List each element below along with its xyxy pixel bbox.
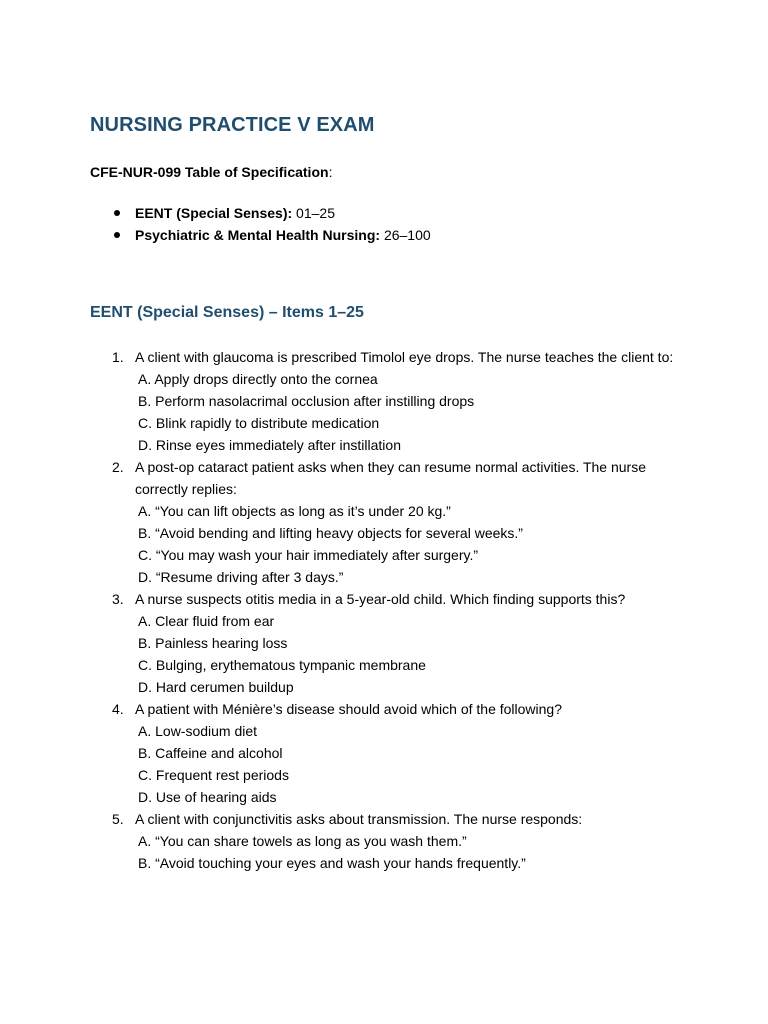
answer-option: D. “Resume driving after 3 days.”	[138, 569, 344, 585]
specification-line	[90, 164, 332, 180]
question-item	[90, 588, 690, 698]
answer-option: B. Perform nasolacrimal occlusion after instilling drops	[138, 393, 475, 409]
answer-option: D. Use of hearing aids	[138, 789, 277, 805]
specification-item-range: 26–100	[380, 227, 431, 243]
answer-option: B. “Avoid bending and lifting heavy objects for several weeks.”	[138, 525, 523, 541]
answer-option: A. “You can lift objects as long as it’s under 20 kg.”	[138, 503, 451, 519]
question-stem: A post-op cataract patient asks when they can resume normal activities. The nurse correctly replies:	[135, 459, 646, 497]
answer-option: A. “You can share towels as long as you wash them.”	[138, 833, 467, 849]
question-number: 1.	[112, 349, 124, 365]
question-list	[90, 346, 690, 874]
answer-option: B. “Avoid touching your eyes and wash your hands frequently.”	[138, 855, 526, 871]
question-number: 3.	[112, 591, 124, 607]
question-item	[90, 456, 690, 588]
bullet-icon	[114, 210, 120, 216]
question-stem: A patient with Ménière’s disease should avoid which of the following?	[135, 701, 562, 717]
question-number: 4.	[112, 701, 124, 717]
answer-option: A. Clear fluid from ear	[138, 613, 275, 629]
specification-list	[90, 202, 431, 246]
bullet-icon	[114, 232, 120, 238]
question-stem: A client with conjunctivitis asks about transmission. The nurse responds:	[135, 811, 583, 827]
answer-option: D. Hard cerumen buildup	[138, 679, 294, 695]
specification-item	[90, 202, 431, 224]
question-number: 2.	[112, 459, 124, 475]
question-item	[90, 346, 690, 456]
answer-option: C. Frequent rest periods	[138, 767, 289, 783]
document-title: NURSING PRACTICE V EXAM	[90, 114, 375, 136]
question-stem: A nurse suspects otitis media in a 5-year-old child. Which finding supports this?	[135, 591, 626, 607]
answer-option: C. Bulging, erythematous tympanic membrane	[138, 657, 426, 673]
answer-option: B. Painless hearing loss	[138, 635, 288, 651]
specification-colon: :	[328, 164, 333, 180]
answer-option: A. Apply drops directly onto the cornea	[138, 371, 378, 387]
question-item	[90, 698, 690, 808]
question-number: 5.	[112, 811, 124, 827]
answer-option: C. “You may wash your hair immediately after surgery.”	[138, 547, 479, 563]
specification-item-range: 01–25	[292, 205, 335, 221]
specification-label: CFE-NUR-099 Table of Specification	[90, 164, 329, 180]
section-heading: EENT (Special Senses) – Items 1–25	[90, 304, 364, 321]
question-item	[90, 808, 690, 874]
specification-item-label: Psychiatric & Mental Health Nursing:	[135, 227, 381, 243]
answer-option: B. Caffeine and alcohol	[138, 745, 283, 761]
specification-item-label: EENT (Special Senses):	[135, 205, 293, 221]
answer-option: A. Low-sodium diet	[138, 723, 258, 739]
answer-option: D. Rinse eyes immediately after instillation	[138, 437, 401, 453]
question-stem: A client with glaucoma is prescribed Timolol eye drops. The nurse teaches the client to:	[135, 349, 674, 365]
specification-item	[90, 224, 431, 246]
answer-option: C. Blink rapidly to distribute medication	[138, 415, 380, 431]
